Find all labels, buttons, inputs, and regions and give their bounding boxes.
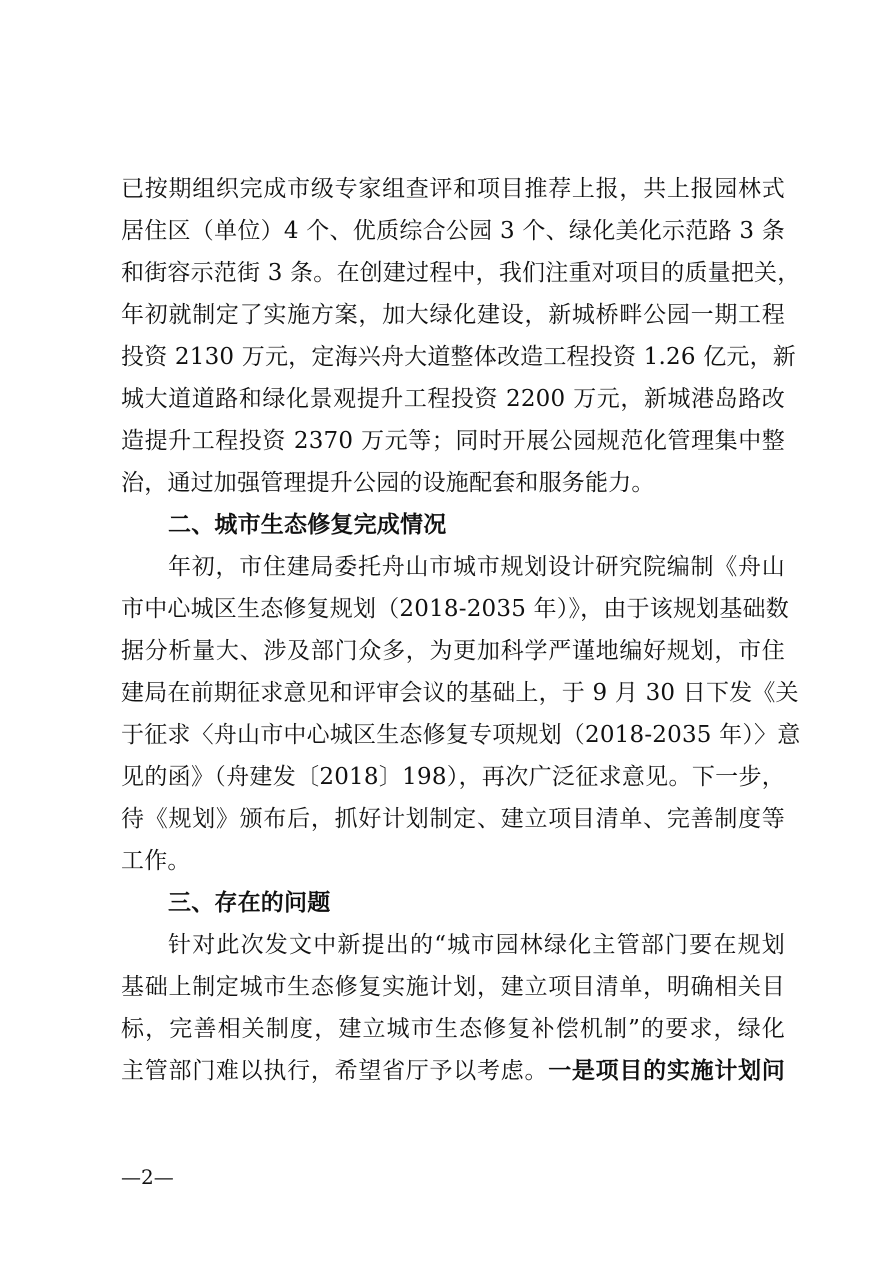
paragraph-text: 主管部门难以执行，希望省厅予以考虑。 — [121, 1058, 549, 1084]
paragraph-line: 年初就制定了实施方案，加大绿化建设，新城桥畔公园一期工程 — [121, 302, 785, 328]
paragraph-line: 造提升工程投资 2370 万元等；同时开展公园规范化管理集中整 — [121, 428, 785, 454]
paragraph-line: 市中心城区生态修复规划（2018-2035 年）》，由于该规划基础数 — [121, 596, 789, 622]
paragraph-line: 已按期组织完成市级专家组查评和项目推荐上报，共上报园林式 — [121, 176, 785, 202]
paragraph-line: 基础上制定城市生态修复实施计划，建立项目清单，明确相关目 — [121, 974, 785, 1000]
paragraph-line: 年初，市住建局委托舟山市城市规划设计研究院编制《舟山 — [168, 554, 785, 580]
paragraph-line: 和街容示范街 3 条。在创建过程中，我们注重对项目的质量把关， — [121, 260, 801, 286]
paragraph-line: 治，通过加强管理提升公园的设施配套和服务能力。 — [121, 470, 655, 496]
paragraph-line: 投资 2130 万元，定海兴舟大道整体改造工程投资 1.26 亿元，新 — [121, 344, 796, 370]
page-number: —2— — [121, 1165, 174, 1189]
paragraph-line: 待《规划》颁布后，抓好计划制定、建立项目清单、完善制度等 — [121, 806, 785, 832]
paragraph-line: 标，完善相关制度，建立城市生态修复补偿机制”的要求，绿化 — [121, 1016, 785, 1042]
paragraph-line: 见的函》（舟建发〔2018〕198），再次广泛征求意见。下一步， — [121, 764, 785, 790]
paragraph-line: 城大道道路和绿化景观提升工程投资 2200 万元，新城港岛路改 — [121, 386, 785, 412]
paragraph-line: 于征求〈舟山市中心城区生态修复专项规划（2018-2035 年）〉意 — [121, 722, 801, 748]
section-heading-2: 二、城市生态修复完成情况 — [168, 512, 447, 538]
paragraph-line: 据分析量大、涉及部门众多，为更加科学严谨地编好规划，市住 — [121, 638, 785, 664]
paragraph-line: 针对此次发文中新提出的“城市园林绿化主管部门要在规划 — [168, 932, 785, 958]
paragraph-line: 工作。 — [121, 848, 191, 874]
bold-emphasis-text: 一是项目的实施计划问 — [548, 1058, 786, 1084]
paragraph-line: 建局在前期征求意见和评审会议的基础上，于 9 月 30 日下发《关 — [121, 680, 799, 706]
paragraph-line: 居住区（单位）4 个、优质综合公园 3 个、绿化美化示范路 3 条 — [121, 218, 785, 244]
section-heading-3: 三、存在的问题 — [168, 890, 331, 916]
paragraph-line — [121, 1054, 785, 1088]
